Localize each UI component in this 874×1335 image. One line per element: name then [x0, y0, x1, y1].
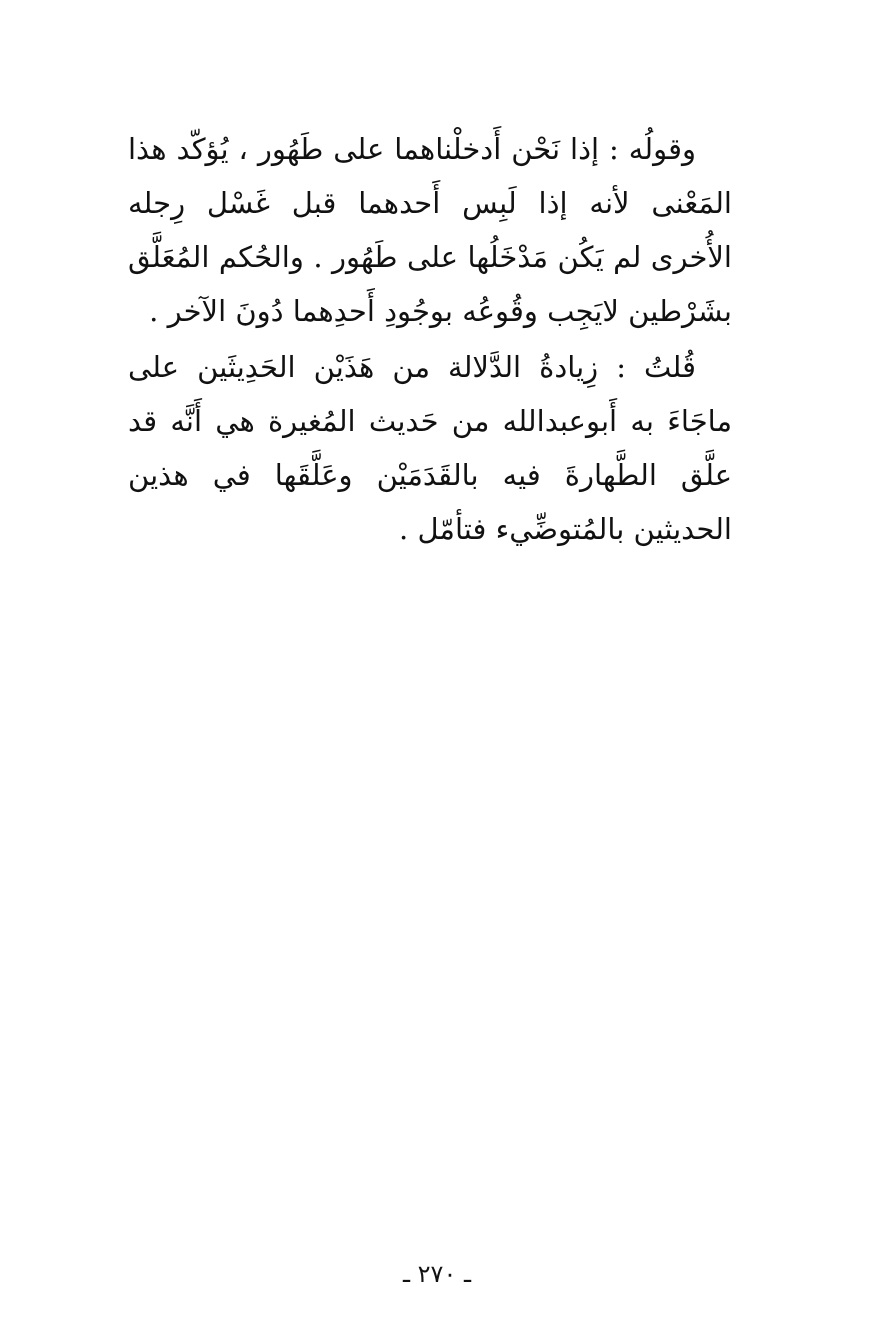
- paragraph-1: وقولُه : إذا نَحْن أَدخلْناهما على طَهُور ، يُؤكّد هذا المَعْنى لأنه إذا لَبِس أَحدهما قبل غَسْل رِجله الأُخرى لم يَكُن مَدْخَلُها على طَهُور . والحُكم المُعَلَّق بشَرْطين لايَجِب وقُوعُه بوجُودِ أَحدِهما دُونَ الآخر .: [128, 132, 732, 328]
- page-number: ـ ٢٧٠ ـ: [402, 1260, 471, 1288]
- paragraph-2: قُلتُ : زِيادةُ الدَّلالة من هَذَيْن الحَدِيثَين على ماجَاءَ به أَبوعبدالله من حَديث المُغيرة هي أَنَّه قد علَّق الطَّهارةَ فيه بالقَدَمَيْن وعَلَّقَها في هذين الحديثين بالمُتوضِّيء فتأمّل .: [128, 350, 732, 546]
- body-text: [128, 122, 732, 556]
